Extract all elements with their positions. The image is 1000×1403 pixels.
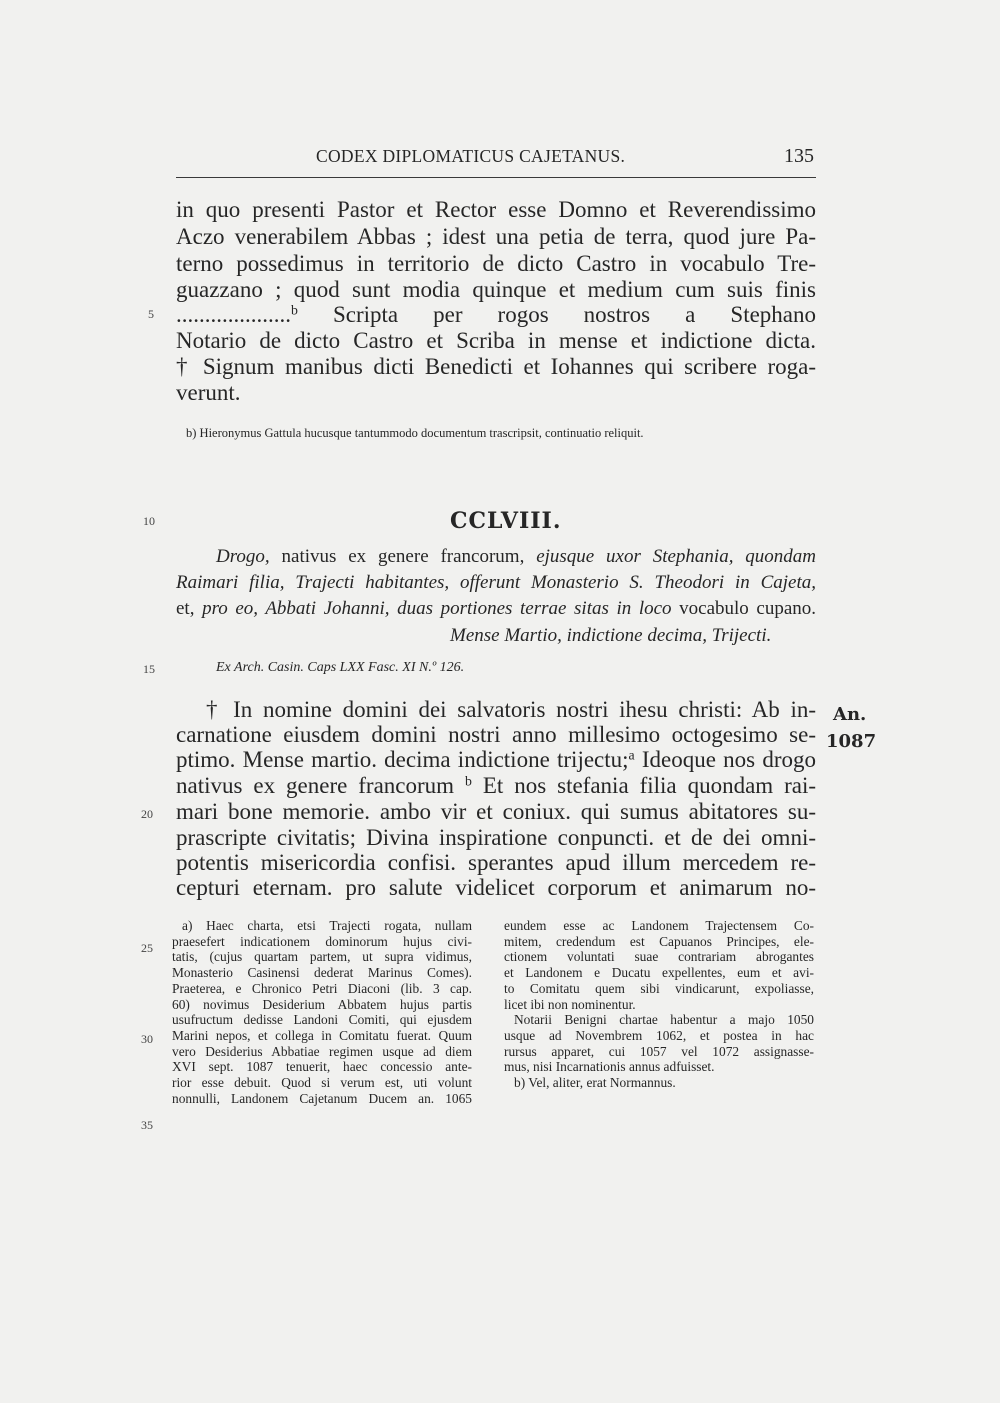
margin-year-label: An. xyxy=(833,704,867,725)
summary-span: ejusque uxor Stephania, quondam xyxy=(536,546,817,567)
text-line: carnatione eiusdem domini nostri anno millesimo octogesimo se- xyxy=(176,722,816,747)
text-span: Et nos stefania filia quondam rai- xyxy=(482,773,817,798)
footnote-line: nonnulli, Landonem Cajetanum Ducem an. 1065 xyxy=(172,1090,472,1106)
summary-span: nativus ex genere francorum, xyxy=(281,546,525,567)
text-line xyxy=(176,747,816,773)
footnote-line: tatis, (cujus quartam partem, ut supra vidimus, xyxy=(172,949,472,965)
footnote-line: praesefert indicationem dominorum hujus civi- xyxy=(172,933,472,949)
text-line: mari bone memorie. ambo vir et coniux. qui sumus abitatores su- xyxy=(176,799,816,824)
line-number: 35 xyxy=(141,1118,153,1132)
footnote-line: rior esse debuit. Quod si verum est, uti volunt xyxy=(172,1075,472,1091)
text-span: Ideoque nos drogo xyxy=(641,747,816,772)
running-head xyxy=(176,146,816,172)
document-number: CCLVIII. xyxy=(450,508,562,534)
footnote-line: Notarii Benigni chartae habentur a majo 1050 xyxy=(514,1012,814,1028)
footnote-line: rursus apparet, cui 1057 vel 1072 assignasse- xyxy=(504,1043,814,1059)
summary-span: vocabulo cupano. xyxy=(679,598,817,619)
footnote-line: usufructum dedisse Landoni Comiti, qui ejusdem xyxy=(172,1012,472,1028)
summary-span: pro eo, xyxy=(202,598,259,619)
footnote-line: Marini nepos, et collega in Comitatu fuerat. Quum xyxy=(172,1027,472,1043)
line-number: 15 xyxy=(143,662,155,676)
footnote-line: vero Desiderius Abbatiae regimen usque ad diem xyxy=(172,1043,472,1059)
footnote-ref: b xyxy=(291,302,298,318)
text-span: ptimo. Mense martio. decima indictione trijectu; xyxy=(176,747,629,772)
summary-span: Drogo, xyxy=(216,546,270,567)
text-line: prascripte civitatis; Divina inspiratione conpuncti. et de dei omni- xyxy=(176,825,816,850)
summary-line xyxy=(176,597,816,621)
text-line xyxy=(176,302,816,328)
archive-source: Ex Arch. Casin. Caps LXX Fasc. XI N.º 126. xyxy=(216,660,465,675)
text-line: Aczo venerabilem Abbas ; idest una petia de terra, quod jure Pa- xyxy=(176,224,816,249)
text-line: cepturi eternam. pro salute videlicet corporum et animarum no- xyxy=(176,875,816,900)
text-span: Scripta per rogos nostros a Stephano xyxy=(332,302,817,327)
text-line: potentis misericordia confisi. sperantes apud illum mercedem re- xyxy=(176,850,816,875)
footnote-line: Praeterea, e Chronico Petri Diaconi (lib. 3 cap. xyxy=(172,980,472,996)
text-line: guazzano ; quod sunt modia quinque et medium cum suis finis xyxy=(176,277,816,302)
footnote-b: b) Hieronymus Gattula hucusque tantummodo documentum trascripsit, continuatio reliquit. xyxy=(186,426,644,440)
footnotes-left-column xyxy=(172,918,472,1106)
footnote-line: a) Haec charta, etsi Trajecti rogata, nullam xyxy=(182,918,472,933)
footnote-ref: b xyxy=(465,773,472,789)
summary-span: Abbati Johanni, duas portiones terrae sitas in loco xyxy=(265,598,672,619)
footnote-line: mus, nisi Incarnationis annus adfuisset. xyxy=(504,1059,715,1075)
summary-date: Mense Martio, indictione decima, Trijecti. xyxy=(450,625,772,646)
summary-line xyxy=(216,545,816,569)
footnote-line: eundem esse ac Landonem Trajectensem Co- xyxy=(504,918,814,933)
footnote-line: et Landonem e Ducatu expellentes, eum et avi- xyxy=(504,965,814,981)
footnote-line: ctionem voluntati suae contrariam abrogantes xyxy=(504,949,814,965)
line-number: 20 xyxy=(141,807,153,821)
text-line: Notario de dicto Castro et Scriba in mense et indictione dicta. xyxy=(176,328,816,353)
margin-year: 1087 xyxy=(826,731,877,752)
summary-span: et, xyxy=(176,598,195,619)
line-number: 10 xyxy=(143,514,155,528)
footnote-line: to Comitatu quem sibi vindicarunt, expoliasse, xyxy=(504,980,814,996)
footnote-line: 60) novimus Desiderium Abbatem hujus partis xyxy=(172,996,472,1012)
lacuna-dots: .................... xyxy=(176,302,291,327)
page-number: 135 xyxy=(784,145,814,167)
line-number: 30 xyxy=(141,1032,153,1046)
text-span: nativus ex genere francorum xyxy=(176,773,455,798)
footnotes-right-column xyxy=(504,918,814,1091)
running-head-title: CODEX DIPLOMATICUS CAJETANUS. xyxy=(316,146,626,166)
text-line: in quo presenti Pastor et Rector esse Domno et Reverendissimo xyxy=(176,197,816,222)
footnote-line: usque ad Novembrem 1062, et postea in hac xyxy=(504,1027,814,1043)
summary-line: Raimari filia, Trajecti habitantes, offerunt Monasterio S. Theodori in Cajeta, xyxy=(176,572,816,593)
header-rule xyxy=(176,177,816,178)
text-line: terno possedimus in territorio de dicto Castro in vocabulo Tre- xyxy=(176,251,816,276)
footnote-line: b) Vel, aliter, erat Normannus. xyxy=(514,1075,676,1091)
footnote-line: XVI sept. 1087 tenuerit, haec concessio ante- xyxy=(172,1059,472,1075)
footnote-line: Monasterio Casinensi dederat Marinus Comes). xyxy=(172,965,472,981)
line-number: 25 xyxy=(141,941,153,955)
text-line: † Signum manibus dicti Benedicti et Iohannes qui scribere roga- xyxy=(176,354,816,379)
text-line: † In nomine domini dei salvatoris nostri ihesu christi: Ab in- xyxy=(206,697,816,722)
footnote-ref: a xyxy=(628,747,635,763)
text-line xyxy=(176,773,816,799)
line-number: 5 xyxy=(148,307,154,321)
text-line: verunt. xyxy=(176,380,241,405)
footnote-line: mitem, credendum est Capuanos Principes, ele- xyxy=(504,933,814,949)
footnote-line: licet ibi non nominentur. xyxy=(504,996,636,1012)
